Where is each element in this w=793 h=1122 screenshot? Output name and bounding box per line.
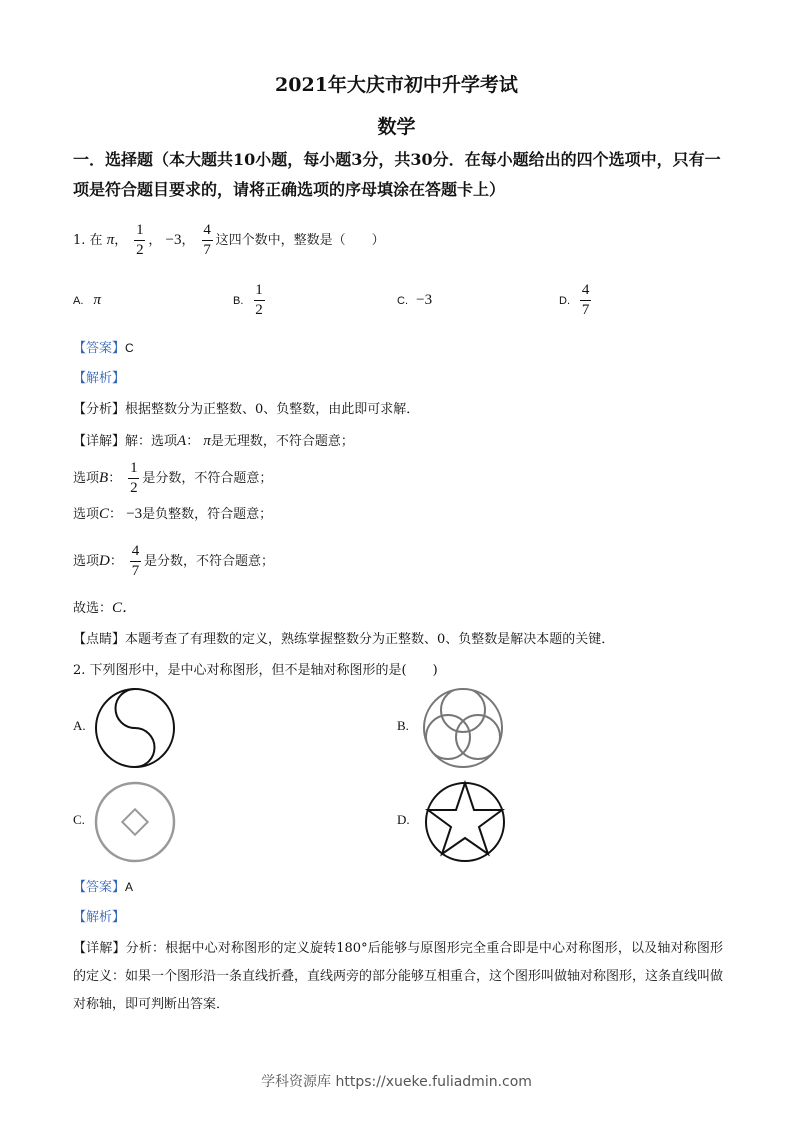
- q2-option-d-label: D.: [397, 812, 410, 827]
- q1-analysis-tag: 【解析】: [73, 371, 126, 386]
- yin-yang-figure: [93, 686, 177, 770]
- q1-detail-a: 【详解】解：选项A： π是无理数，不符合题意；: [73, 433, 354, 449]
- question-number: 1.: [73, 233, 86, 248]
- q1-option-c: C. −3: [397, 292, 433, 308]
- q1-dianjing: 【点睛】本题考查了有理数的定义，熟练掌握整数分为正整数、0、负整数是解决本题的关键．: [73, 632, 615, 647]
- fraction-four-sevenths: $\frac{4}{7}$: [203, 222, 211, 258]
- q2-analysis-tag: 【解析】: [73, 910, 126, 925]
- question-1-stem: [73, 222, 385, 259]
- star-figure: [423, 780, 507, 864]
- q1-detail-c: 选项C： −3是负整数，符合题意；: [73, 506, 273, 522]
- separator: ，: [181, 233, 195, 248]
- negative-three: −3: [165, 232, 182, 248]
- q1-choice: 故选：C．: [73, 600, 138, 616]
- q1-option-d: D. $\frac{4}{7}$: [559, 282, 590, 318]
- footer-watermark: 学科资源库 https://xueke.fuliadmin.com: [261, 1074, 532, 1090]
- separator: ，: [148, 233, 162, 248]
- fraction-one-half: $\frac{1}{2}$: [136, 222, 144, 258]
- q1-answer: 【答案】C: [73, 341, 134, 356]
- section-heading: 一．选择题（本大题共10小题，每小题3分，共30分．在每小题给出的四个选项中，只有一项是符合题目要求的，请将正确选项的序母填涂在答题卡上）: [73, 150, 721, 199]
- q1-option-b: B. $\frac{1}{2}$: [233, 282, 263, 318]
- q1-option-a: A. π: [73, 292, 102, 308]
- coin-figure: [93, 780, 177, 864]
- q2-answer: 【答案】A: [73, 880, 134, 895]
- q1-detail-b: 选项B： $\frac{1}{2}$ 是分数，不符合题意；: [73, 460, 273, 496]
- q2-option-b-label: B.: [397, 718, 409, 733]
- q1-fenxi: 【分析】根据整数分为正整数、0、负整数，由此即可求解．: [73, 402, 420, 417]
- question-2-stem: 2. 下列图形中，是中心对称图形，但不是轴对称图形的是( ): [73, 663, 438, 678]
- separator: ，: [114, 233, 128, 248]
- q2-option-c-label: C.: [73, 812, 85, 827]
- stem-prefix: 在: [89, 233, 103, 248]
- stem-suffix: 这四个数中，整数是（ ）: [215, 233, 385, 248]
- subject-title: 数学: [377, 116, 416, 138]
- pi-symbol: π: [106, 232, 115, 248]
- q2-option-a-label: A.: [73, 718, 86, 733]
- q1-detail-d: 选项D： $\frac{4}{7}$ 是分数，不符合题意；: [73, 543, 275, 579]
- trefoil-figure: [420, 686, 506, 770]
- page-title: 2021年大庆市初中升学考试: [275, 74, 518, 96]
- q2-detail: 【详解】分析：根据中心对称图形的定义旋转180°后能够与原图形完全重合即是中心对称图形，以及轴对称图形的定义：如果一个图形沿一条直线折叠，直线两旁的部分能够互相重合，这个图形叫做轴对称图形，这条直线叫做对称轴，即可判断出答案．: [73, 941, 724, 1012]
